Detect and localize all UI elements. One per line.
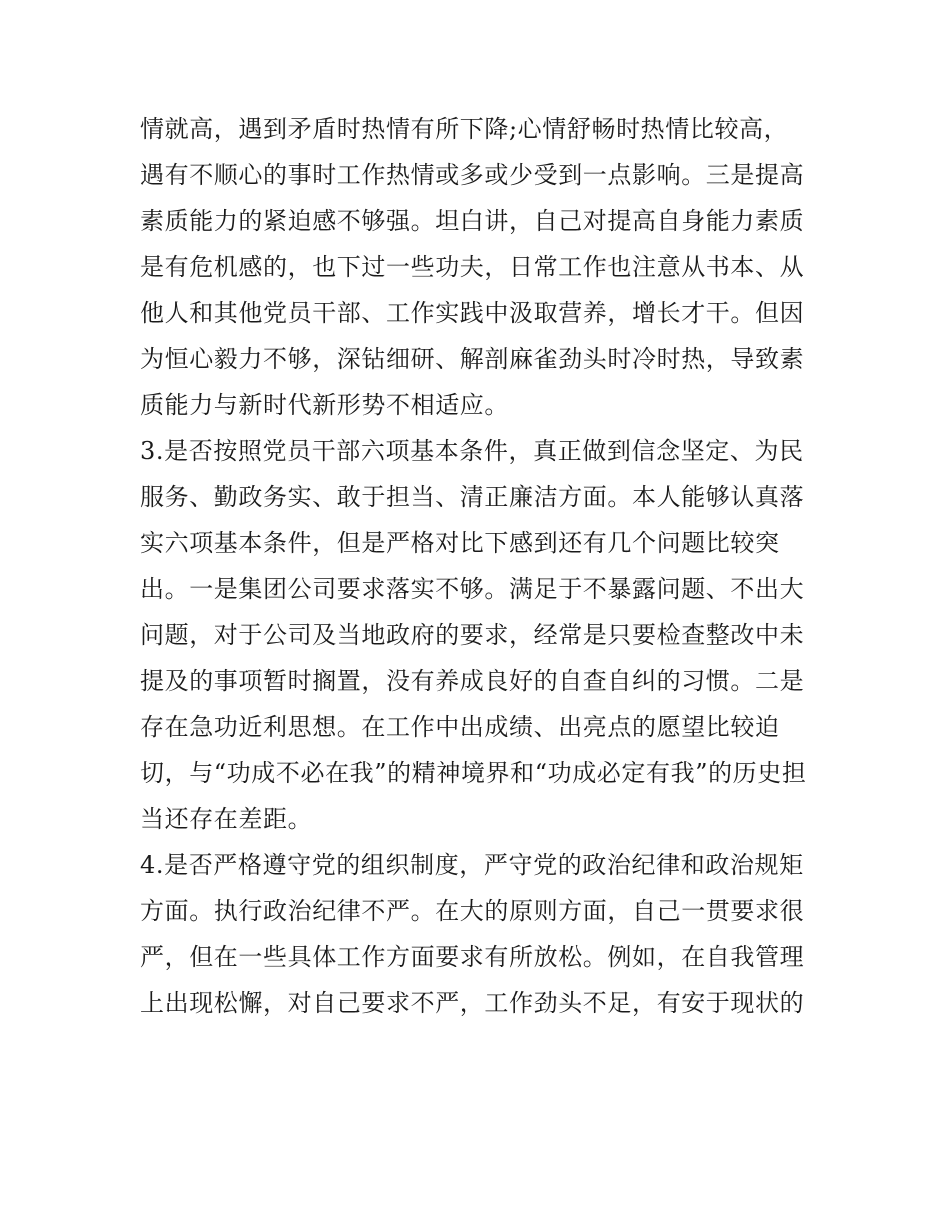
- text-line: 素质能力的紧迫感不够强。坦白讲，自己对提高自身能力素质: [140, 207, 805, 235]
- text-line: 出。一是集团公司要求落实不够。满足于不暴露问题、不出大: [140, 575, 805, 603]
- text-line: 实六项基本条件，但是严格对比下感到还有几个问题比较突: [140, 529, 780, 557]
- text-line: 情就高，遇到矛盾时热情有所下降;心情舒畅时热情比较高，: [140, 115, 789, 143]
- text-line: 方面。执行政治纪律不严。在大的原则方面，自己一贯要求很: [140, 897, 805, 925]
- text-line: 质能力与新时代新形势不相适应。: [140, 391, 509, 419]
- text-line: 为恒心毅力不够，深钻细研、解剖麻雀劲头时冷时热，导致素: [140, 345, 805, 373]
- text-line: 问题，对于公司及当地政府的要求，经常是只要检查整改中未: [140, 621, 805, 649]
- text-line: 是有危机感的，也下过一些功夫，日常工作也注意从书本、从: [140, 253, 805, 281]
- document-body: [140, 106, 820, 1026]
- text-line: 提及的事项暂时搁置，没有养成良好的自查自纠的习惯。二是: [140, 667, 805, 695]
- text-line: 他人和其他党员干部、工作实践中汲取营养，增长才干。但因: [140, 299, 805, 327]
- text-line: 当还存在差距。: [140, 805, 313, 833]
- section-3-heading-line: 3.是否按照党员干部六项基本条件，真正做到信念坚定、为民: [140, 437, 804, 465]
- text-line: 服务、勤政务实、敢于担当、清正廉洁方面。本人能够认真落: [140, 483, 805, 511]
- text-line: 存在急功近利思想。在工作中出成绩、出亮点的愿望比较迫: [140, 713, 780, 741]
- section-4-heading-line: 4.是否严格遵守党的组织制度，严守党的政治纪律和政治规矩: [140, 851, 804, 879]
- text-line: 遇有不顺心的事时工作热情或多或少受到一点影响。三是提高: [140, 161, 805, 189]
- text-line: 严，但在一些具体工作方面要求有所放松。例如，在自我管理: [140, 943, 805, 971]
- text-line: 切，与“功成不必在我”的精神境界和“功成必定有我”的历史担: [140, 759, 807, 787]
- text-line: 上出现松懈，对自己要求不严，工作劲头不足，有安于现状的: [140, 989, 805, 1017]
